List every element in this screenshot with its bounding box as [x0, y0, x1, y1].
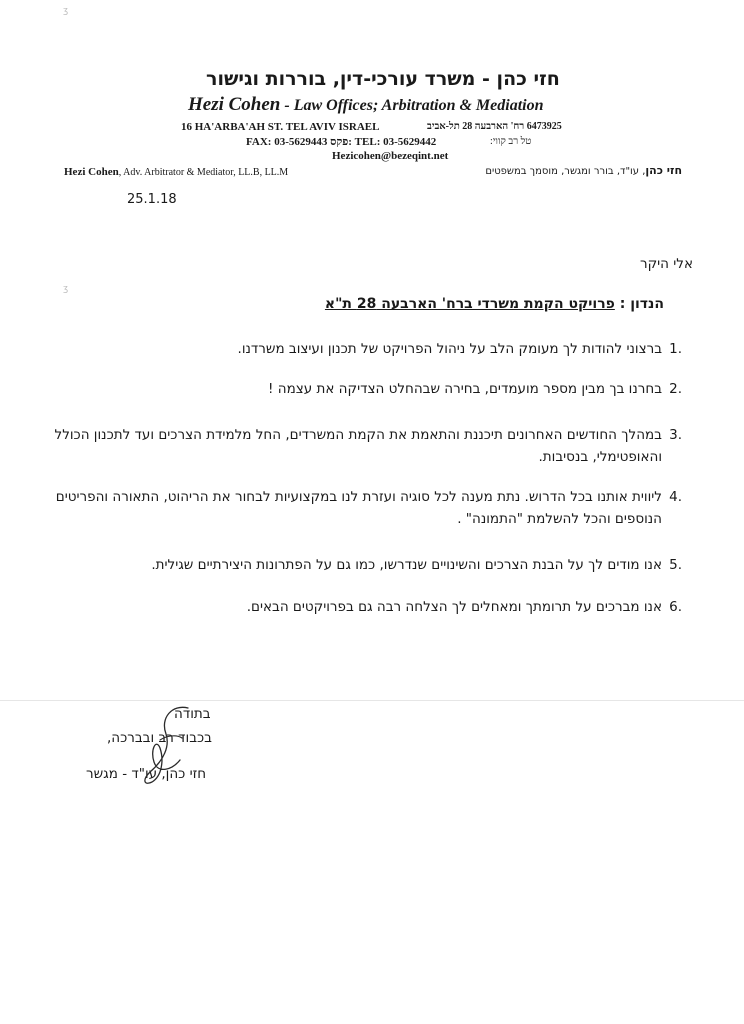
credentials-hebrew-rest: , עו"ד, בורר ומגשר, מוסמך במשפטים: [485, 166, 646, 177]
closing-signature-name: חזי כהן, עו"ד - מגשר: [86, 766, 207, 782]
item-number: 1.: [669, 341, 682, 357]
handwritten-signature: [120, 700, 200, 790]
subject-text: פרויקט הקמת משרדי ברח' הארבעה 28 ת"א: [324, 296, 615, 312]
credentials-hebrew-name: חזי כהן: [645, 164, 682, 177]
letterhead-credentials-english: [64, 166, 288, 178]
scan-speck: ʒ: [63, 6, 69, 16]
letterhead-address-hebrew: 6473925 רח' הארבעה 28 תל-אביב: [427, 121, 562, 132]
salutation: אלי היקר: [639, 256, 693, 272]
item-text: ברצוני להודות לך מעומק הלב על ניהול הפרויקט של תכנון ועיצוב משרדנו.: [237, 341, 662, 357]
closing-regards: בכבוד רב ובברכה,: [107, 730, 212, 746]
item-number: 5.: [669, 557, 682, 573]
letterhead-email: Hezicohen@bezeqint.net: [332, 150, 449, 162]
letterhead-english-title: [188, 94, 544, 116]
scan-speck: ʒ: [63, 284, 69, 294]
item-text: אנו מודים לך על הבנת הצרכים והשינויים שנדרשו, כמו גם על הפתרונות היצירתיים שגילית.: [151, 557, 662, 573]
item-number: 3.: [669, 427, 682, 443]
item-text: במהלך החודשים האחרונים תיכננת והתאמת את הקמת המשרדים, החל מלמידת הצרכים ועד לתכנון הכולל והאופטימלי, בנסיבות.: [54, 427, 662, 465]
item-text: בחרנו בך מבין מספר מועמדים, בחירה שבהחלט הצדיקה את עצמה !: [268, 381, 662, 397]
list-item: [42, 486, 682, 530]
item-number: 4.: [669, 489, 682, 505]
credentials-english-rest: , Adv. Arbitrator & Mediator, LL.B, LL.M: [118, 167, 289, 178]
item-text: אנו מברכים על תרומתך ומאחלים לך הצלחה רבה גם בפרויקטים הבאים.: [246, 599, 662, 615]
letterhead-address-english: 16 HA'ARBA'AH ST. TEL AVIV ISRAEL: [181, 121, 380, 133]
list-item: [42, 554, 682, 576]
letterhead-fax-line: FAX: 03-5629443 פקס: TEL: 03-5629442: [246, 136, 437, 148]
credentials-english-name: Hezi Cohen: [64, 166, 119, 178]
letterhead-phone-hebrew: טל רב קווי:: [490, 136, 532, 147]
subject-line: [325, 296, 664, 312]
list-item: [42, 378, 682, 400]
letterhead-english-rest: - Law Offices; Arbitration & Mediation: [284, 97, 544, 114]
letterhead-hebrew-title: חזי כהן - משרד עורכי-דין, בוררות וגישור: [206, 68, 560, 90]
list-item: [42, 338, 682, 360]
letter-date: 25.1.18: [127, 192, 177, 207]
list-item: [42, 596, 682, 618]
scan-line: [0, 700, 744, 701]
item-number: 2.: [669, 381, 682, 397]
list-item: [42, 424, 682, 468]
letterhead-english-name: Hezi Cohen: [188, 94, 281, 115]
item-number: 6.: [669, 599, 682, 615]
letterhead-credentials-hebrew: [485, 164, 682, 177]
subject-label: הנדון :: [619, 296, 664, 312]
item-text: ליווית אותנו בכל הדרוש. נתת מענה לכל סוגיה ועזרת לנו במקצועיות לבחור את הריהוט, התאורה והפריטים הנוספים והכל להשלמת "התמונה" .: [55, 489, 662, 527]
closing-thanks: בתודה: [174, 706, 211, 722]
